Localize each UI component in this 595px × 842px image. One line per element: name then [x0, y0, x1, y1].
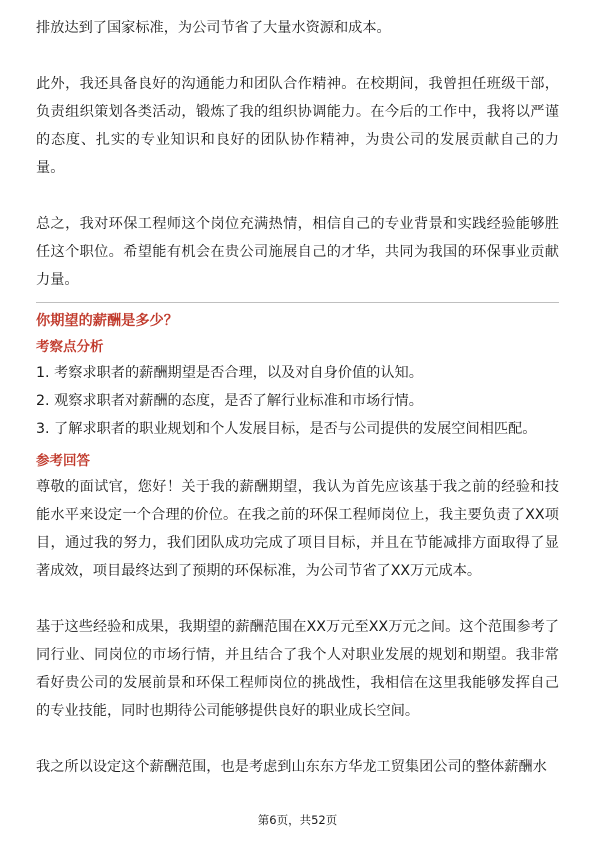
- page-content: [36, 14, 559, 781]
- question-title: 你期望的薪酬是多少？: [36, 313, 178, 329]
- page-footer: 第6页，共52页: [257, 813, 338, 827]
- section-divider: [36, 302, 559, 303]
- intro-paragraph-1: 排放达到了国家标准，为公司节省了大量水资源和成本。: [36, 20, 391, 36]
- answer-paragraph-3: 我之所以设定这个薪酬范围，也是考虑到山东东方华龙工贸集团公司的整体薪酬水: [36, 759, 547, 775]
- analysis-item-1: 1. 考察求职者的薪酬期望是否合理，以及对自身价值的认知。: [36, 365, 423, 381]
- analysis-item-2: 2. 观察求职者对薪酬的态度，是否了解行业标准和市场行情。: [36, 393, 423, 409]
- analysis-item-3: 3. 了解求职者的职业规划和个人发展目标，是否与公司提供的发展空间相匹配。: [36, 421, 537, 437]
- analysis-heading: 考察点分析: [36, 339, 104, 355]
- answer-heading: 参考回答: [36, 453, 90, 469]
- answer-paragraph-1: 尊敬的面试官，您好！关于我的薪酬期望，我认为首先应该基于我之前的经验和技能水平来设定一个合理的价位。在我之前的环保工程师岗位上，我主要负责了XX项目，通过我的努力，我们团队成功完成了项目目标，并且在节能减排方面取得了显著成效，项目最终达到了预期的环保标准，为公司节省了XX万元成本。: [36, 479, 559, 579]
- answer-paragraph-2: 基于这些经验和成果，我期望的薪酬范围在XX万元至XX万元之间。这个范围参考了同行业、同岗位的市场行情，并且结合了我个人对职业发展的规划和期望。我非常看好贵公司的发展前景和环保工程师岗位的挑战性，我相信在这里我能够发挥自己的专业技能，同时也期待公司能够提供良好的职业成长空间。: [36, 619, 559, 719]
- intro-paragraph-3: 总之，我对环保工程师这个岗位充满热情，相信自己的专业背景和实践经验能够胜任这个职位。希望能有机会在贵公司施展自己的才华，共同为我国的环保事业贡献力量。: [36, 216, 559, 288]
- intro-paragraph-2: 此外，我还具备良好的沟通能力和团队合作精神。在校期间，我曾担任班级干部，负责组织策划各类活动，锻炼了我的组织协调能力。在今后的工作中，我将以严谨的态度、扎实的专业知识和良好的团队协作精神，为贵公司的发展贡献自己的力量。: [36, 76, 559, 176]
